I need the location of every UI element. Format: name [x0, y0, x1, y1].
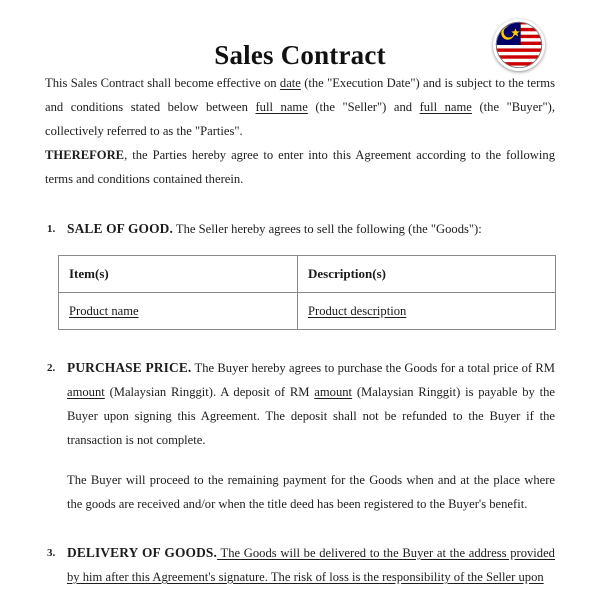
buyer-name-placeholder[interactable]: full name — [419, 100, 472, 114]
product-name-placeholder[interactable]: Product name — [69, 304, 139, 318]
clause-text-c: (Malaysian Ringgit) is payable by the Buyer upon signing this Agreement. The deposit shall not be refunded to the Buyer if the transaction is not complete. — [67, 385, 555, 447]
clause-content — [67, 356, 555, 516]
intro-paragraph — [45, 71, 555, 143]
goods-table-container — [45, 255, 555, 330]
clause-text-a: The Buyer hereby agrees to purchase the Goods for a total price of RM — [191, 361, 555, 375]
intro-text-3: (the "Seller") and — [307, 100, 420, 114]
cell-item-description[interactable] — [298, 293, 556, 330]
seller-name-placeholder[interactable]: full name — [255, 100, 308, 114]
therefore-paragraph — [45, 143, 555, 191]
malaysia-flag-icon — [493, 19, 545, 71]
column-header-descriptions: Description(s) — [298, 256, 556, 293]
intro-text-4: (the "Buyer"), collectively referred to as the "Parties". — [45, 100, 555, 138]
clause-heading: DELIVERY OF GOODS. — [67, 545, 218, 560]
clause-paragraph — [67, 356, 555, 452]
clause-text-b: (Malaysian Ringgit). A deposit of RM — [104, 385, 315, 399]
clause-content — [67, 541, 555, 589]
clause-delivery-of-goods — [45, 541, 555, 589]
table-header-row — [59, 256, 556, 293]
clause-text: The Seller hereby agrees to sell the following (the "Goods"): — [173, 222, 482, 236]
intro-text-1: This Sales Contract shall become effective on — [45, 76, 280, 90]
clause-purchase-price — [45, 356, 555, 516]
clause-number: 1. — [47, 223, 56, 235]
clause-sale-of-good — [45, 217, 555, 241]
amount-placeholder-deposit[interactable]: amount — [314, 385, 353, 399]
date-placeholder[interactable]: date — [279, 76, 301, 90]
clause-paragraph-secondary: The Buyer will proceed to the remaining payment for the Goods when and at the place where the goods are received and/or when the title deed has been registered to the Buyer's benefit. — [67, 473, 555, 511]
clause-number: 2. — [47, 362, 56, 374]
therefore-lead: THEREFORE — [45, 148, 125, 162]
clause-paragraph — [67, 217, 555, 241]
clause-number: 3. — [47, 547, 56, 559]
clause-heading: SALE OF GOOD. — [67, 221, 173, 236]
therefore-text: , the Parties hereby agree to enter into this Agreement according to the following terms and conditions contained therein. — [45, 148, 555, 186]
column-header-items: Item(s) — [59, 256, 298, 293]
product-description-placeholder[interactable]: Product description — [308, 304, 407, 318]
amount-placeholder-total[interactable]: amount — [67, 385, 105, 399]
goods-table — [58, 255, 556, 330]
intro-text-2: (the "Execution Date") and is subject to the terms and conditions stated below between — [45, 76, 555, 114]
table-row — [59, 293, 556, 330]
clause-paragraph — [67, 541, 555, 589]
clause-text: The Goods will be delivered to the Buyer at the address provided by him after this Agreement's signature. The risk of loss is the responsibility of the Seller upon — [67, 546, 555, 584]
clause-content — [67, 217, 555, 241]
page-title: Sales Contract — [214, 40, 386, 70]
document-body — [0, 71, 600, 589]
cell-item-name[interactable] — [59, 293, 298, 330]
clause-heading: PURCHASE PRICE. — [67, 360, 192, 375]
